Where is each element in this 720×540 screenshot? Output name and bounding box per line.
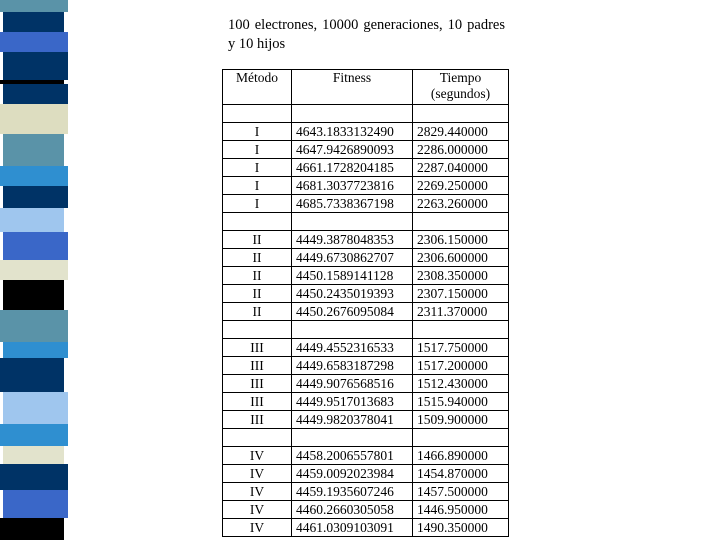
table-row bbox=[223, 141, 509, 159]
cell-tiempo: 1512.430000 bbox=[413, 375, 509, 393]
results-table bbox=[222, 69, 509, 537]
cell-tiempo: 1509.900000 bbox=[413, 411, 509, 429]
group-spacer-row bbox=[223, 105, 509, 123]
table-row bbox=[223, 465, 509, 483]
cell-tiempo: 1515.940000 bbox=[413, 393, 509, 411]
table-row bbox=[223, 267, 509, 285]
cell-fitness: 4449.4552316533 bbox=[292, 339, 413, 357]
stripe-block bbox=[0, 166, 68, 186]
table-row bbox=[223, 483, 509, 501]
stripe-block bbox=[3, 52, 68, 80]
cell-fitness: 4661.1728204185 bbox=[292, 159, 413, 177]
cell-tiempo: 1446.950000 bbox=[413, 501, 509, 519]
table-row bbox=[223, 357, 509, 375]
cell-fitness: 4459.0092023984 bbox=[292, 465, 413, 483]
stripe-block bbox=[3, 392, 68, 424]
stripe-block bbox=[3, 342, 68, 358]
cell-fitness: 4459.1935607246 bbox=[292, 483, 413, 501]
cell-fitness: 4449.9517013683 bbox=[292, 393, 413, 411]
group-spacer-row bbox=[223, 321, 509, 339]
stripe-block bbox=[3, 490, 68, 518]
spacer-cell bbox=[223, 105, 292, 123]
cell-fitness: 4685.7338367198 bbox=[292, 195, 413, 213]
cell-fitness: 4449.9820378041 bbox=[292, 411, 413, 429]
cell-metodo: I bbox=[223, 177, 292, 195]
table-header-row bbox=[223, 70, 509, 105]
table-caption: 100 electrones, 10000 generaciones, 10 padres y 10 hijos bbox=[228, 17, 505, 52]
spacer-cell bbox=[413, 429, 509, 447]
stripe-block bbox=[0, 104, 68, 134]
stripe-block bbox=[3, 12, 64, 32]
cell-tiempo: 1517.750000 bbox=[413, 339, 509, 357]
spacer-cell bbox=[413, 213, 509, 231]
spacer-cell bbox=[292, 321, 413, 339]
cell-fitness: 4643.1833132490 bbox=[292, 123, 413, 141]
table-row bbox=[223, 339, 509, 357]
cell-tiempo: 2829.440000 bbox=[413, 123, 509, 141]
cell-tiempo: 2306.150000 bbox=[413, 231, 509, 249]
cell-metodo: I bbox=[223, 195, 292, 213]
cell-metodo: II bbox=[223, 303, 292, 321]
table-row bbox=[223, 393, 509, 411]
cell-metodo: IV bbox=[223, 501, 292, 519]
spacer-cell bbox=[292, 429, 413, 447]
stripe-block bbox=[3, 280, 64, 310]
cell-metodo: II bbox=[223, 285, 292, 303]
cell-fitness: 4461.0309103091 bbox=[292, 519, 413, 537]
cell-tiempo: 2306.600000 bbox=[413, 249, 509, 267]
cell-fitness: 4681.3037723816 bbox=[292, 177, 413, 195]
spacer-cell bbox=[413, 321, 509, 339]
header-metodo: Método bbox=[223, 70, 292, 105]
cell-fitness: 4458.2006557801 bbox=[292, 447, 413, 465]
stripe-block bbox=[0, 208, 64, 232]
table-row bbox=[223, 177, 509, 195]
cell-fitness: 4460.2660305058 bbox=[292, 501, 413, 519]
cell-tiempo: 1517.200000 bbox=[413, 357, 509, 375]
cell-tiempo: 2263.260000 bbox=[413, 195, 509, 213]
cell-metodo: III bbox=[223, 375, 292, 393]
cell-fitness: 4449.3878048353 bbox=[292, 231, 413, 249]
cell-tiempo: 1466.890000 bbox=[413, 447, 509, 465]
table-row bbox=[223, 447, 509, 465]
table-row bbox=[223, 501, 509, 519]
cell-metodo: III bbox=[223, 411, 292, 429]
spacer-cell bbox=[223, 429, 292, 447]
cell-metodo: I bbox=[223, 123, 292, 141]
table-row bbox=[223, 249, 509, 267]
stripe-block bbox=[0, 518, 64, 540]
cell-metodo: II bbox=[223, 249, 292, 267]
group-spacer-row bbox=[223, 429, 509, 447]
stripe-block bbox=[3, 186, 68, 208]
table-row bbox=[223, 519, 509, 537]
table-row bbox=[223, 159, 509, 177]
cell-fitness: 4647.9426890093 bbox=[292, 141, 413, 159]
cell-fitness: 4450.2676095084 bbox=[292, 303, 413, 321]
cell-metodo: I bbox=[223, 159, 292, 177]
stripe-block bbox=[3, 232, 68, 260]
table-row bbox=[223, 411, 509, 429]
table-row bbox=[223, 231, 509, 249]
cell-tiempo: 1490.350000 bbox=[413, 519, 509, 537]
cell-tiempo: 2308.350000 bbox=[413, 267, 509, 285]
stripe-block bbox=[3, 446, 64, 464]
stripe-block bbox=[0, 0, 68, 12]
table-row bbox=[223, 375, 509, 393]
table-body bbox=[223, 105, 509, 537]
cell-tiempo: 1457.500000 bbox=[413, 483, 509, 501]
cell-fitness: 4450.1589141128 bbox=[292, 267, 413, 285]
spacer-cell bbox=[292, 213, 413, 231]
cell-fitness: 4449.9076568516 bbox=[292, 375, 413, 393]
stripe-block bbox=[0, 32, 68, 52]
cell-metodo: III bbox=[223, 357, 292, 375]
table-row bbox=[223, 195, 509, 213]
stripe-block bbox=[0, 310, 68, 342]
stripe-block bbox=[0, 424, 68, 446]
cell-metodo: IV bbox=[223, 519, 292, 537]
stripe-block bbox=[3, 84, 68, 104]
table-row bbox=[223, 123, 509, 141]
cell-metodo: III bbox=[223, 339, 292, 357]
cell-tiempo: 1454.870000 bbox=[413, 465, 509, 483]
header-tiempo: Tiempo (segundos) bbox=[413, 70, 509, 105]
cell-fitness: 4449.6730862707 bbox=[292, 249, 413, 267]
header-fitness: Fitness bbox=[292, 70, 413, 105]
cell-tiempo: 2286.000000 bbox=[413, 141, 509, 159]
decorative-left-stripe bbox=[0, 0, 68, 540]
cell-metodo: III bbox=[223, 393, 292, 411]
cell-metodo: IV bbox=[223, 465, 292, 483]
spacer-cell bbox=[223, 321, 292, 339]
cell-tiempo: 2269.250000 bbox=[413, 177, 509, 195]
cell-metodo: II bbox=[223, 267, 292, 285]
spacer-cell bbox=[292, 105, 413, 123]
stripe-block bbox=[0, 358, 64, 392]
spacer-cell bbox=[413, 105, 509, 123]
cell-metodo: I bbox=[223, 141, 292, 159]
cell-metodo: IV bbox=[223, 447, 292, 465]
stripe-block bbox=[3, 134, 64, 166]
stripe-block bbox=[0, 260, 68, 280]
cell-tiempo: 2311.370000 bbox=[413, 303, 509, 321]
table-row bbox=[223, 285, 509, 303]
cell-metodo: II bbox=[223, 231, 292, 249]
cell-tiempo: 2287.040000 bbox=[413, 159, 509, 177]
table-row bbox=[223, 303, 509, 321]
cell-fitness: 4450.2435019393 bbox=[292, 285, 413, 303]
cell-tiempo: 2307.150000 bbox=[413, 285, 509, 303]
cell-metodo: IV bbox=[223, 483, 292, 501]
stripe-block bbox=[0, 464, 68, 490]
spacer-cell bbox=[223, 213, 292, 231]
group-spacer-row bbox=[223, 213, 509, 231]
cell-fitness: 4449.6583187298 bbox=[292, 357, 413, 375]
